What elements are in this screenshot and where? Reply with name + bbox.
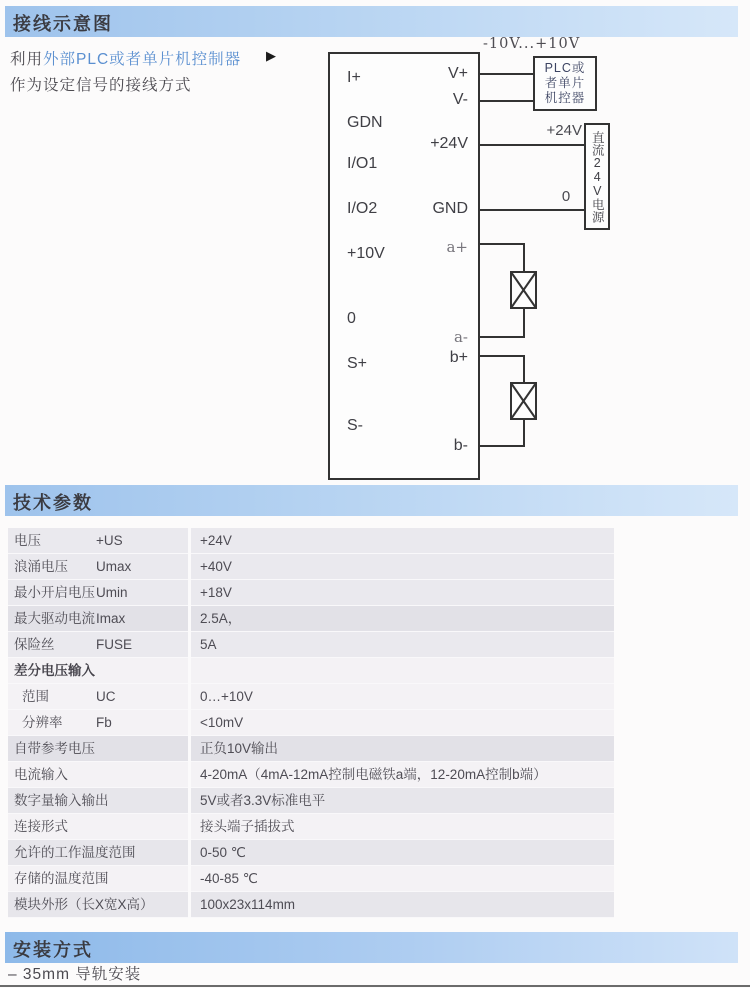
wire-a-plus [480,243,525,245]
spec-label: 连接形式 [14,819,68,834]
spec-symbol: Umin [96,585,128,600]
wire-b-loop-top [523,355,525,384]
spec-value: -40-85 ℃ [200,871,258,886]
spec-value: 0…+10V [200,689,253,704]
psu-zero-label: 0 [561,188,571,205]
module-terminal-box [328,52,480,480]
pin-v-plus: V+ [447,65,468,82]
spec-value: 2.5A， [200,611,242,626]
spec-value: +24V [200,533,232,548]
spec-symbol: Umax [96,559,132,574]
intro-prefix: 利用 [10,51,44,68]
pin-io1: I/O1 [347,155,378,172]
specs-table [8,528,614,918]
solenoid-b-icon [510,382,537,420]
table-row [8,710,614,736]
wire-a-loop-bottom [523,308,525,338]
plc-box-line: PLC或 [544,61,586,75]
wire-b-loop-bottom [523,419,525,447]
spec-label: 允许的工作温度范围 [14,845,136,860]
pin-10v: +10V [347,245,385,262]
spec-value: 正负10V输出 [200,741,279,756]
spec-label: 最小开启电压 [14,585,95,600]
pin-v-minus: V- [452,91,468,108]
intro-line-2: 作为设定信号的接线方式 [10,77,192,94]
wire-v-minus [480,100,533,102]
spec-label: 范围 [22,689,49,704]
spec-value: 接头端子插拔式 [200,819,295,834]
table-row [8,606,614,632]
spec-label: 模块外形（长X宽X高） [14,897,154,912]
pin-i-plus: I+ [347,69,361,86]
table-row [8,632,614,658]
table-row [8,840,614,866]
dc24v-power-box [584,123,610,230]
pin-b-minus: b- [453,437,468,454]
spec-label: 浪涌电压 [14,559,68,574]
wiring-section-title: 接线示意图 [13,14,113,34]
page-bottom-rule [0,985,750,987]
mounting-section-title: 安装方式 [13,940,93,960]
pin-b-plus: b+ [449,349,468,366]
intro-highlight-text: 外部PLC或者单片机控制器 [43,51,242,68]
specs-section-title: 技术参数 [13,493,93,513]
spec-symbol: Imax [96,611,126,626]
pin-a-plus: a+ [446,238,468,256]
table-row [8,580,614,606]
spec-symbol: +US [96,533,123,548]
spec-value: 0-50 ℃ [200,845,246,860]
mounting-section-header [5,932,738,963]
wire-a-loop-top [523,243,525,273]
mounting-note: – 35mm 导轨安装 [8,966,142,983]
spec-value: 4-20mA（4mA-12mA控制电磁铁a端，12-20mA控制b端） [200,767,547,782]
spec-symbol: Fb [96,715,112,730]
pin-gnd: GND [432,200,468,217]
spec-value: 5A [200,637,217,652]
spec-value: 5V或者3.3V标准电平 [200,793,326,808]
table-row [8,762,614,788]
pin-zero: 0 [347,310,356,327]
spec-label: 最大驱动电流 [14,611,95,626]
spec-label: 数字量输入输出 [14,793,109,808]
table-row [8,814,614,840]
spec-symbol: FUSE [96,637,133,652]
specs-section-header [5,485,738,516]
spec-value: 100x23x114mm [200,897,296,912]
spec-label: 保险丝 [14,637,55,652]
wire-b-plus [480,355,525,357]
table-row [8,866,614,892]
pin-io2: I/O2 [347,200,378,217]
table-row [8,554,614,580]
wire-a-minus [480,336,525,338]
pointer-arrow-icon: ▶ [266,48,276,63]
spec-value: <10mV [200,715,244,730]
table-row [8,684,614,710]
pin-gdn: GDN [347,114,383,131]
signal-range-label: -10V...+10V [483,36,581,52]
plc-controller-box [533,56,597,111]
wire-v-plus [480,73,533,75]
spec-value: +18V [200,585,232,600]
table-row [8,528,614,554]
spec-label: 存储的温度范围 [14,871,109,886]
pin-24v: +24V [430,135,468,152]
wiring-section-header [5,6,738,37]
solenoid-a-icon [510,271,537,309]
table-section-row [8,658,614,684]
wire-b-minus [480,445,525,447]
wire-gnd [480,209,584,211]
spec-label: 自带参考电压 [14,741,95,756]
table-row [8,788,614,814]
spec-symbol: UC [96,689,116,704]
spec-label: 分辨率 [22,715,63,730]
pin-s-minus: S- [347,417,363,434]
psu-plus24v-label: +24V [546,122,582,139]
table-column-separator [188,528,191,918]
spec-value: +40V [200,559,232,574]
pin-a-minus: a- [453,328,468,346]
table-row [8,892,614,918]
spec-label: 电流输入 [14,767,68,782]
plc-box-line: 者单片 [544,76,586,90]
pin-s-plus: S+ [347,355,368,372]
spec-label: 差分电压输入 [14,663,95,678]
spec-label: 电压 [14,533,41,548]
table-row [8,736,614,762]
dc24v-power-label: 直流24V电源 [590,130,605,223]
wire-24v [480,144,584,146]
plc-box-line: 机控器 [544,91,586,105]
intro-line-1 [10,47,241,69]
